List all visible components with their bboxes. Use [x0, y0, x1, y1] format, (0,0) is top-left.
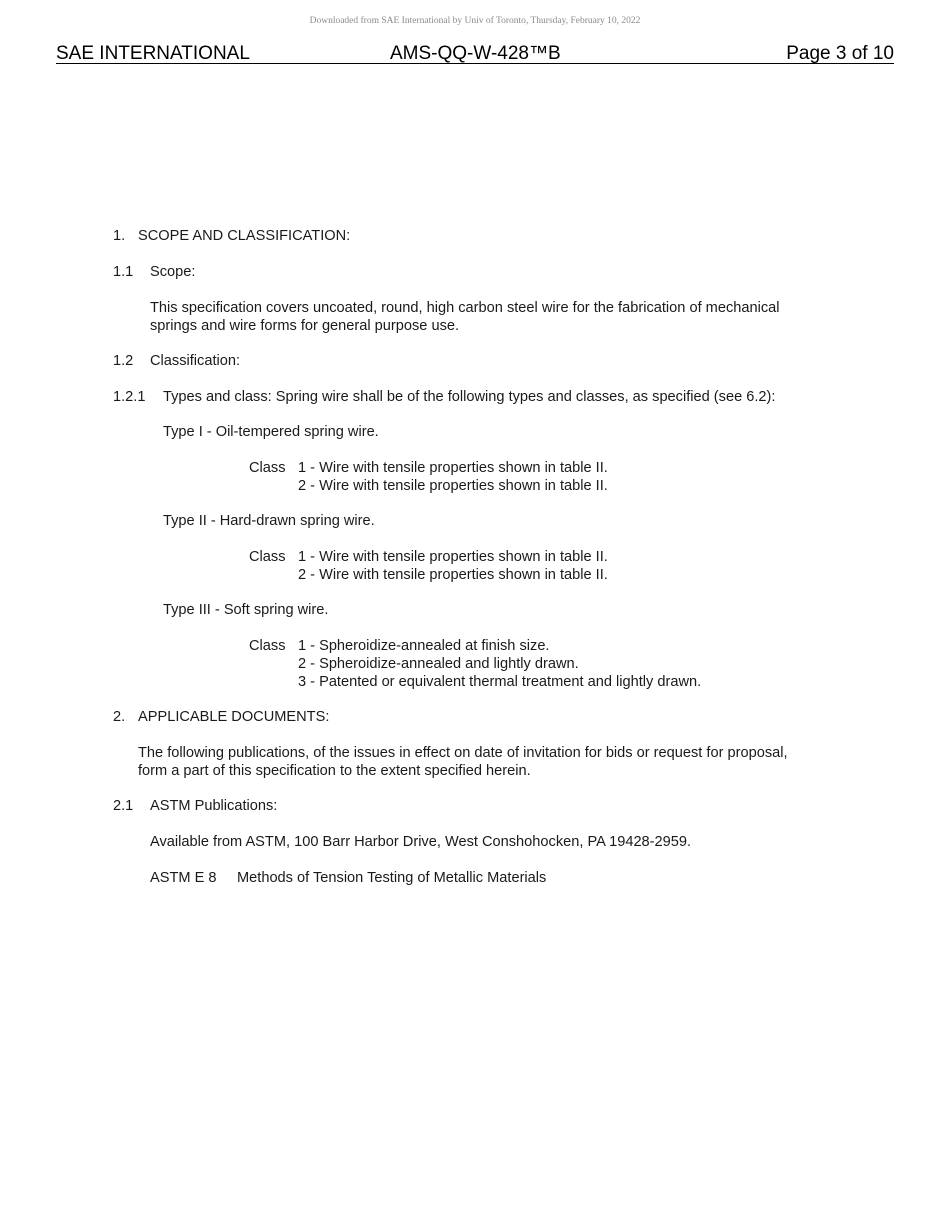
section-1-2-title: Classification: — [150, 353, 241, 369]
section-2-body-line: The following publications, of the issues in effect on date of invitation for bids or request for proposal, — [138, 745, 788, 761]
section-2-1-title: ASTM Publications: — [150, 798, 278, 814]
class-item: 2 - Wire with tensile properties shown in table II. — [298, 567, 608, 583]
class-label: Class — [249, 460, 286, 476]
section-1-title: SCOPE AND CLASSIFICATION: — [138, 228, 351, 244]
header-page-number: Page 3 of 10 — [786, 43, 894, 64]
section-1-number: 1. — [113, 228, 126, 244]
astm-availability: Available from ASTM, 100 Barr Harbor Drive, West Conshohocken, PA 19428-2959. — [150, 834, 692, 850]
header-doc-number: AMS-QQ-W-428™B — [390, 43, 561, 64]
reference-code: ASTM E 8 — [150, 870, 217, 886]
class-item: 1 - Wire with tensile properties shown in table II. — [298, 549, 608, 565]
section-1-2-1-text: Types and class: Spring wire shall be of the following types and classes, as specified (see 6.2): — [163, 389, 776, 405]
download-watermark: Downloaded from SAE International by Univ of Toronto, Thursday, February 10, 2022 — [309, 16, 641, 26]
section-2-title: APPLICABLE DOCUMENTS: — [138, 709, 330, 725]
section-1-2-number: 1.2 — [113, 353, 134, 369]
section-1-2-1-number: 1.2.1 — [113, 389, 146, 405]
type-1-title: Type I - Oil-tempered spring wire. — [163, 424, 379, 440]
class-label: Class — [249, 549, 286, 565]
class-item: 2 - Spheroidize-annealed and lightly drawn. — [298, 656, 579, 672]
section-2-1-number: 2.1 — [113, 798, 134, 814]
class-label: Class — [249, 638, 286, 654]
class-item: 1 - Spheroidize-annealed at finish size. — [298, 638, 550, 654]
header-rule — [56, 63, 894, 64]
header-org: SAE INTERNATIONAL — [56, 43, 250, 64]
type-3-title: Type III - Soft spring wire. — [163, 602, 329, 618]
reference-title: Methods of Tension Testing of Metallic Materials — [237, 870, 547, 886]
section-1-1-number: 1.1 — [113, 264, 134, 280]
section-2-body-line: form a part of this specification to the extent specified herein. — [138, 763, 531, 779]
type-2-title: Type II - Hard-drawn spring wire. — [163, 513, 375, 529]
section-1-1-body-line: springs and wire forms for general purpose use. — [150, 318, 460, 334]
class-item: 3 - Patented or equivalent thermal treatment and lightly drawn. — [298, 674, 702, 690]
class-item: 1 - Wire with tensile properties shown in table II. — [298, 460, 608, 476]
section-2-number: 2. — [113, 709, 126, 725]
section-1-1-body-line: This specification covers uncoated, round, high carbon steel wire for the fabrication of mechanical — [150, 300, 780, 316]
class-item: 2 - Wire with tensile properties shown in table II. — [298, 478, 608, 494]
section-1-1-title: Scope: — [150, 264, 196, 280]
